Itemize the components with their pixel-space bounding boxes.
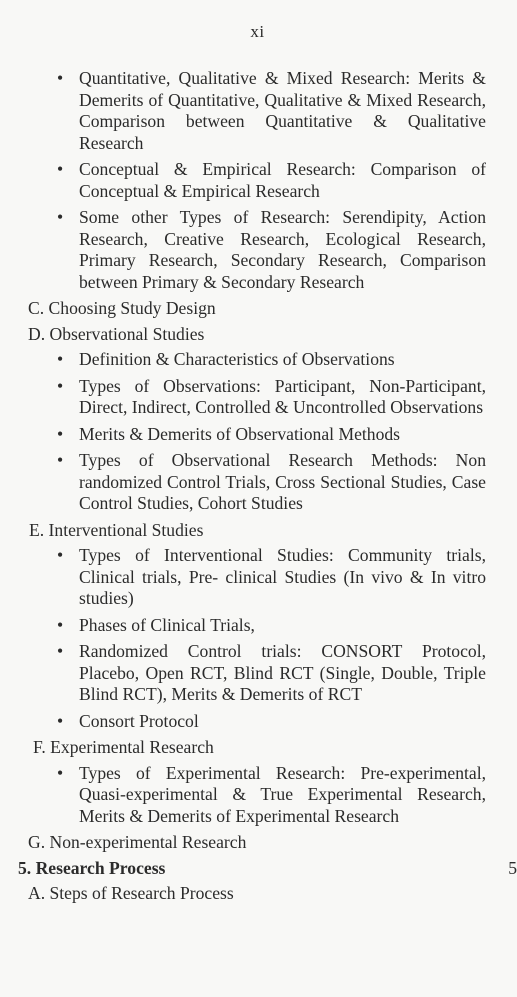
list-item: • Quantitative, Qualitative & Mixed Research: Merits & Demerits of Quantitative, Qualitative & Mixed Research, Comparison between Quantitative & Qualitative Research [57, 68, 486, 153]
list-item: • Types of Observations: Participant, Non-Participant, Direct, Indirect, Controlled & Uncontrolled Observations [57, 375, 486, 417]
contents-list [0, 68, 515, 909]
list-item: • Consort Protocol [57, 710, 199, 731]
margin-page-mark: 5 [508, 857, 517, 878]
list-item: • Types of Observational Research Methods: Non randomized Control Trials, Cross Sectional Studies, Case Control Studies, Cohort Studies [57, 450, 486, 513]
list-item: • Conceptual & Empirical Research: Comparison of Conceptual & Empirical Research [57, 159, 486, 201]
list-item: • Phases of Clinical Trials, [57, 614, 255, 635]
page-number: xi [250, 22, 265, 41]
experimental-bullet-list [0, 763, 515, 828]
section-heading-e: E. Interventional Studies [29, 519, 204, 540]
list-item: • Merits & Demerits of Observational Methods [57, 423, 401, 444]
list-item: • Types of Experimental Research: Pre-experimental, Quasi-experimental & True Experimental Research, Merits & Demerits of Experimental Research [57, 762, 486, 826]
observational-bullet-list [0, 349, 515, 515]
section-heading-steps: A. Steps of Research Process [28, 883, 234, 903]
section-heading-g: G. Non-experimental Research [28, 832, 247, 852]
section-heading-d: D. Observational Studies [28, 323, 205, 344]
top-bullet-list [0, 68, 515, 293]
chapter-heading-research-process: 5. Research Process 5 [18, 857, 517, 878]
list-item: • Types of Interventional Studies: Community trials, Clinical trials, Pre- clinical Studies (In vivo & In vitro studies) [57, 545, 486, 608]
interventional-bullet-list [0, 545, 515, 732]
list-item: • Some other Types of Research: Serendipity, Action Research, Creative Research, Ecological Research, Primary Research, Secondary Research, Comparison between Primary & Secondary Research [57, 207, 486, 292]
list-item: • Definition & Characteristics of Observations [57, 349, 395, 369]
section-heading-c: C. Choosing Study Design [28, 298, 216, 318]
section-heading-f: F. Experimental Research [33, 737, 214, 757]
list-item: • Randomized Control trials: CONSORT Protocol, Placebo, Open RCT, Blind RCT (Single, Double, Triple Blind RCT), Merits & Demerits of RCT [57, 641, 486, 704]
